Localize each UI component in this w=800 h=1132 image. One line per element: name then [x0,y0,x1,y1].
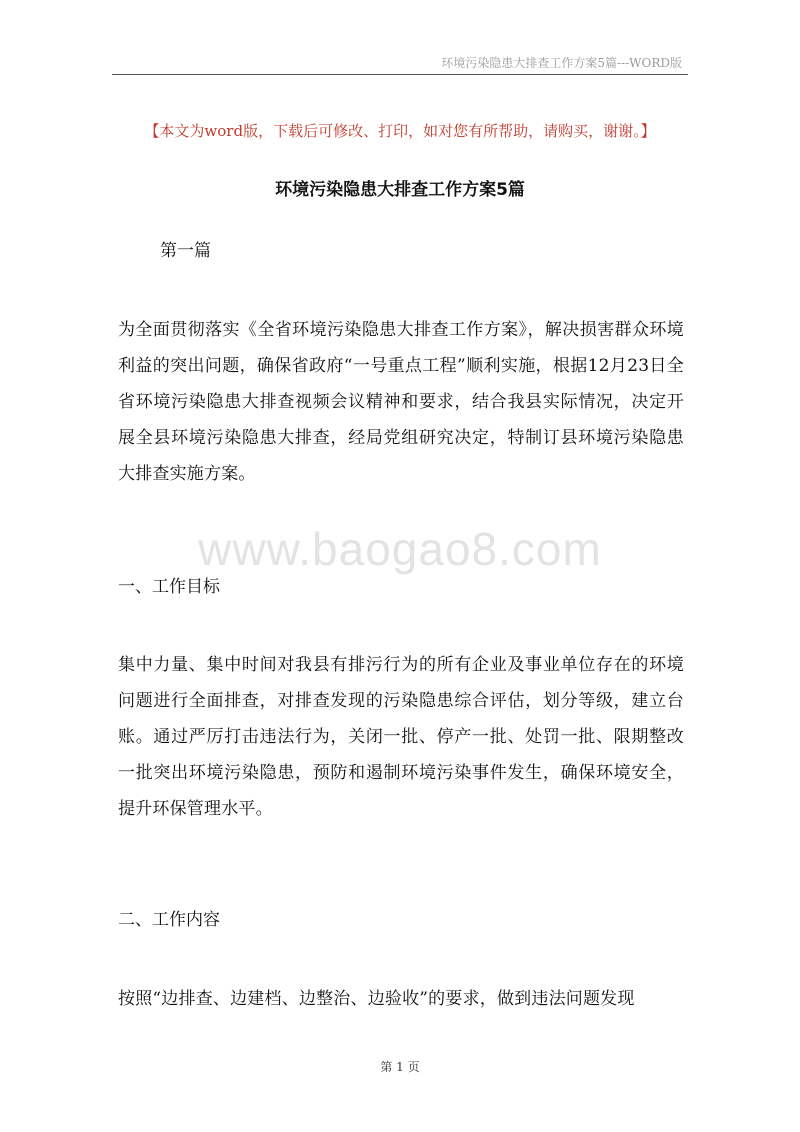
page-number: 第 1 页 [380,1060,420,1074]
purchase-notice: 【本文为word版，下载后可修改、打印，如对您有所帮助，请购买，谢谢。】 [144,122,656,140]
header-divider [112,74,688,75]
document-title: 环境污染隐患大排查工作方案5篇 [275,180,525,200]
site-watermark: www.baogao8.com [198,523,602,575]
part-label: 第一篇 [160,241,211,261]
content-paragraph: 按照“边排查、边建档、边整治、边验收”的要求，做到违法问题发现 [118,989,635,1009]
section-heading-content: 二、工作内容 [118,910,220,930]
running-header: 环境污染隐患大排查工作方案5篇---WORD版 [441,56,682,70]
goals-paragraph: 集中力量、集中时间对我县有排污行为的所有企业及事业单位存在的环境问题进行全面排查，对排查发现的污染隐患综合评估，划分等级，建立台账。通过严厉打击违法行为，关闭一批、停产一批、处罚一批、限期整改一批突出环境污染隐患，预防和遏制环境污染事件发生，确保环境安全，提升环保管理水平。 [118,655,684,819]
section-heading-goals: 一、工作目标 [118,577,220,597]
intro-paragraph: 为全面贯彻落实《全省环境污染隐患大排查工作方案》，解决损害群众环境利益的突出问题，确保省政府“一号重点工程”顺利实施，根据12月23日全省环境污染隐患大排查视频会议精神和要求，结合我县实际情况，决定开展全县环境污染隐患大排查，经局党组研究决定，特制订县环境污染隐患大排查实施方案。 [118,320,684,484]
